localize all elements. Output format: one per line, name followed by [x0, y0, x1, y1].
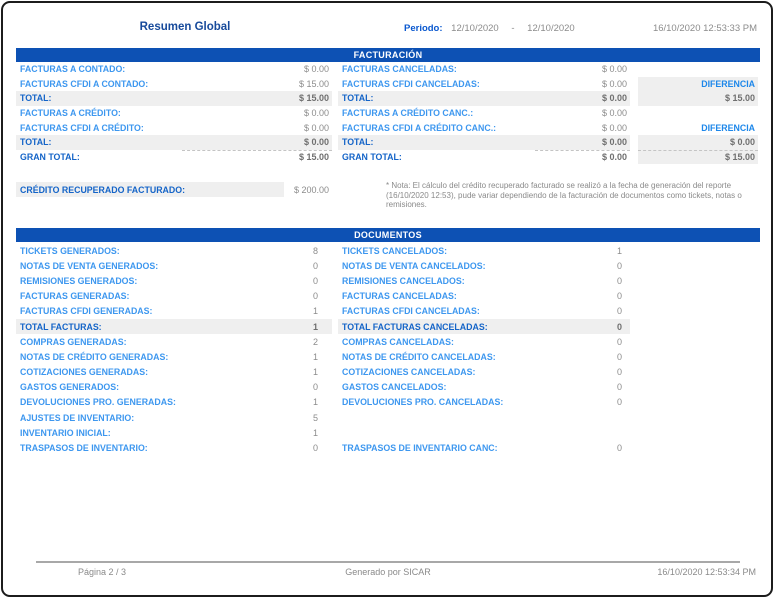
mid-cell	[338, 150, 630, 165]
row-value: $ 15.00	[182, 150, 332, 165]
table-row	[16, 334, 760, 349]
row-value: $ 0.00	[601, 93, 627, 104]
section-header-facturacion	[16, 48, 760, 62]
row-value: 1	[616, 245, 622, 256]
period-start-date: 12/10/2020	[451, 23, 499, 34]
left-cell	[16, 150, 332, 165]
period-separator: -	[511, 23, 515, 34]
row-value: 2	[312, 336, 318, 347]
section-title: DOCUMENTOS	[354, 230, 422, 240]
row-label: TOTAL:	[342, 137, 374, 148]
row-value: $ 0.00	[601, 64, 627, 75]
row-label: GASTOS CANCELADOS:	[342, 382, 447, 393]
row-label: FACTURAS CFDI A CRÉDITO:	[20, 122, 144, 133]
row-label: REMISIONES GENERADOS:	[20, 275, 138, 286]
mid-cell	[338, 106, 630, 121]
row-label: GASTOS GENERADOS:	[20, 382, 120, 393]
report-note: * Nota: El cálculo del crédito recuperado facturado se realizó a la fecha de generación del reporte (16/10/2020 12:53), pude variar dependiendo de la facturación de documentos como tickets, notas o remisiones.	[386, 181, 742, 210]
row-value: $ 0.00	[601, 122, 627, 133]
diferencia-cell	[638, 106, 758, 121]
row-value: $ 0.00	[601, 108, 627, 119]
row-label: COTIZACIONES CANCELADAS:	[342, 367, 476, 378]
row-value: 1	[312, 427, 318, 438]
table-row-total	[16, 135, 760, 150]
row-value: 0	[616, 351, 622, 362]
facturacion-table	[16, 62, 760, 164]
footer-generated-by: Generado por SICAR	[345, 567, 431, 577]
diferencia-value: $ 0.00	[638, 135, 758, 150]
credito-recuperado-row	[16, 182, 332, 197]
table-row-total	[16, 319, 760, 334]
row-label: TICKETS GENERADOS:	[20, 245, 120, 256]
row-value: 0	[616, 397, 622, 408]
table-row-total	[16, 91, 760, 106]
row-label: COTIZACIONES GENERADAS:	[20, 367, 149, 378]
period-end-date: 12/10/2020	[527, 23, 575, 34]
row-label: FACTURAS CFDI CANCELADAS:	[342, 78, 480, 89]
section-header-documentos	[16, 228, 760, 242]
mid-cell	[338, 135, 630, 150]
row-label: NOTAS DE CRÉDITO GENERADAS:	[20, 351, 169, 362]
table-row	[16, 120, 760, 135]
row-value: 0	[616, 443, 622, 454]
row-label: FACTURAS A CRÉDITO:	[20, 108, 121, 119]
table-row	[16, 365, 760, 380]
row-label: TOTAL FACTURAS CANCELADAS:	[342, 321, 488, 332]
row-value: $ 0.00	[601, 78, 627, 89]
row-label: FACTURAS CFDI A CRÉDITO CANC.:	[342, 122, 497, 133]
diferencia-value: $ 15.00	[638, 91, 758, 106]
table-row	[16, 425, 760, 440]
row-label: TOTAL FACTURAS:	[20, 321, 102, 332]
table-row	[16, 395, 760, 410]
row-value: 1	[312, 351, 318, 362]
row-value: $ 0.00	[303, 122, 329, 133]
table-row	[16, 106, 760, 121]
report-generated-timestamp: 16/10/2020 12:53:33 PM	[652, 23, 757, 34]
row-value: 0	[616, 382, 622, 393]
row-value: 0	[312, 275, 318, 286]
diferencia-header: DIFERENCIA	[701, 122, 755, 133]
section-title: FACTURACIÓN	[353, 50, 423, 60]
row-value: $ 0.00	[303, 108, 329, 119]
row-label: NOTAS DE VENTA CANCELADOS:	[342, 260, 486, 271]
row-label: FACTURAS CFDI GENERADAS:	[20, 306, 153, 317]
row-label: TOTAL:	[20, 93, 52, 104]
mid-cell	[338, 62, 630, 77]
row-label: FACTURAS A CRÉDITO CANC.:	[342, 108, 474, 119]
table-row	[16, 273, 760, 288]
diferencia-header: DIFERENCIA	[638, 77, 758, 92]
table-row	[16, 243, 760, 258]
mid-cell	[338, 120, 630, 135]
table-row	[16, 62, 760, 77]
row-label: REMISIONES CANCELADOS:	[342, 275, 465, 286]
row-label: GRAN TOTAL:	[20, 151, 80, 162]
row-value: $ 0.00	[535, 150, 630, 165]
row-label: FACTURAS CFDI A CONTADO:	[20, 78, 149, 89]
row-label: DEVOLUCIONES PRO. CANCELADAS:	[342, 397, 504, 408]
row-value: 0	[616, 321, 622, 332]
footer-divider	[36, 561, 740, 563]
period-range	[404, 23, 575, 34]
table-row	[16, 258, 760, 273]
left-cell	[16, 135, 332, 150]
diferencia-value: $ 15.00	[638, 150, 758, 165]
row-value: 1	[312, 397, 318, 408]
footer-page-number: Página 2 / 3	[78, 567, 127, 577]
row-label: NOTAS DE VENTA GENERADOS:	[20, 260, 159, 271]
row-value: 1	[312, 367, 318, 378]
left-cell	[16, 62, 332, 77]
left-cell	[16, 91, 332, 106]
row-value: 0	[616, 260, 622, 271]
row-label: COMPRAS CANCELADAS:	[342, 336, 454, 347]
table-row	[16, 77, 760, 92]
mid-cell	[338, 91, 630, 106]
row-label: CRÉDITO RECUPERADO FACTURADO:	[16, 182, 284, 197]
row-value: 0	[616, 275, 622, 286]
documentos-table	[16, 243, 760, 456]
table-row-gran-total	[16, 150, 760, 165]
table-row	[16, 380, 760, 395]
table-row	[16, 410, 760, 425]
row-label: FACTURAS A CONTADO:	[20, 64, 126, 75]
row-label: DEVOLUCIONES PRO. GENERADAS:	[20, 397, 176, 408]
row-value: $ 15.00	[298, 93, 329, 104]
row-value: 0	[312, 443, 318, 454]
row-value: $ 15.00	[298, 78, 329, 89]
left-cell	[16, 120, 332, 135]
row-label: TOTAL:	[20, 137, 52, 148]
row-value: 0	[616, 367, 622, 378]
row-value: 0	[312, 382, 318, 393]
row-value: $ 0.00	[303, 137, 329, 148]
left-cell	[16, 77, 332, 92]
left-cell	[16, 106, 332, 121]
row-label: TOTAL:	[342, 93, 374, 104]
row-label: GRAN TOTAL:	[342, 151, 402, 162]
mid-cell	[338, 77, 630, 92]
row-value: 0	[312, 260, 318, 271]
row-value: 0	[616, 306, 622, 317]
table-row	[16, 349, 760, 364]
period-label: Periodo:	[404, 23, 443, 34]
table-row	[16, 304, 760, 319]
row-value: 1	[312, 306, 318, 317]
row-label: FACTURAS CANCELADAS:	[342, 64, 457, 75]
table-row	[16, 440, 760, 455]
row-label: FACTURAS CFDI CANCELADAS:	[342, 306, 480, 317]
row-label: TRASPASOS DE INVENTARIO:	[20, 443, 148, 454]
row-value: $ 200.00	[293, 184, 329, 195]
row-value: 0	[616, 336, 622, 347]
row-label: COMPRAS GENERADAS:	[20, 336, 127, 347]
row-label: AJUSTES DE INVENTARIO:	[20, 412, 135, 423]
row-value: 1	[312, 321, 318, 332]
row-value: 8	[312, 245, 318, 256]
row-value: 5	[312, 412, 318, 423]
row-value	[570, 425, 630, 440]
row-label: TICKETS CANCELADOS:	[342, 245, 448, 256]
row-value: $ 0.00	[303, 64, 329, 75]
row-label: INVENTARIO INICIAL:	[20, 427, 111, 438]
row-label: FACTURAS GENERADAS:	[20, 291, 130, 302]
row-value: 0	[312, 291, 318, 302]
row-label: TRASPASOS DE INVENTARIO CANC:	[342, 443, 498, 454]
diferencia-cell	[638, 62, 758, 77]
row-value: $ 0.00	[601, 137, 627, 148]
row-label: FACTURAS CANCELADAS:	[342, 291, 457, 302]
row-value: 0	[616, 291, 622, 302]
row-label: NOTAS DE CRÉDITO CANCELADAS:	[342, 351, 496, 362]
table-row	[16, 289, 760, 304]
page-title: Resumen Global	[139, 21, 231, 33]
row-value	[570, 410, 630, 425]
footer-timestamp: 16/10/2020 12:53:34 PM	[657, 567, 756, 577]
